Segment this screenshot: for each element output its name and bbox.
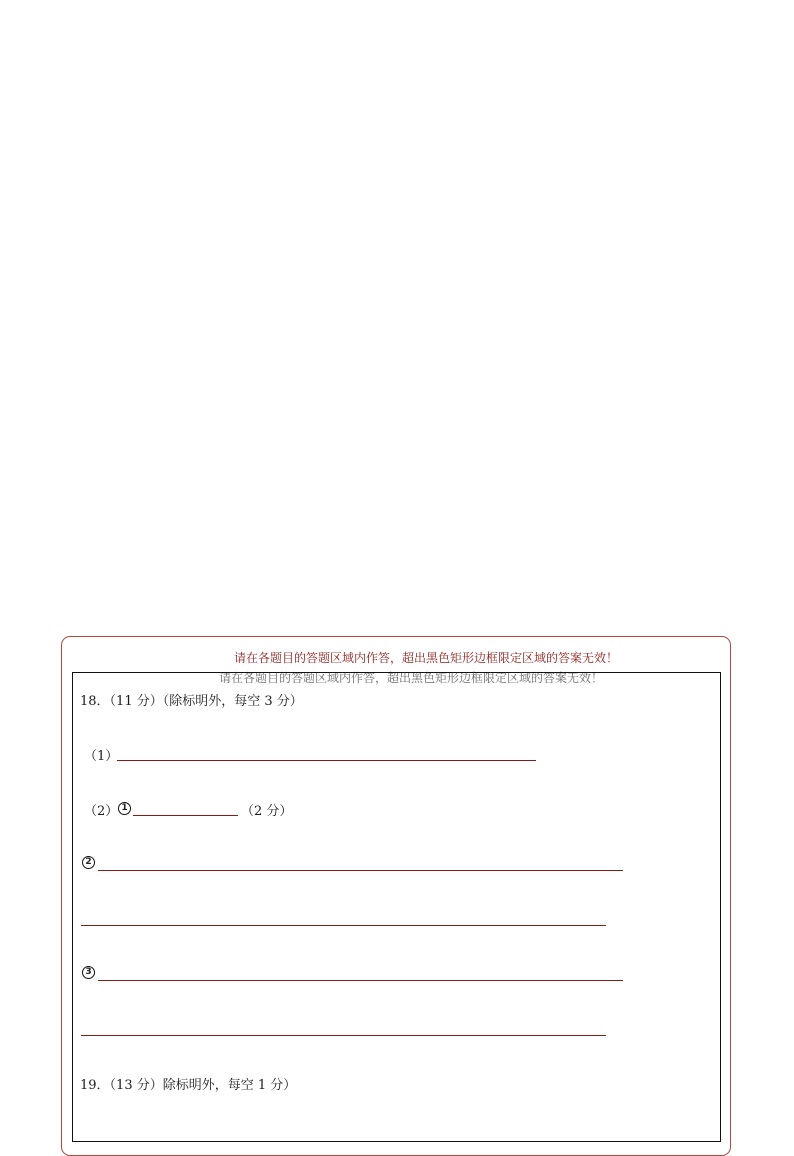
q18-part2-sub2-answer-line-2[interactable] [81, 925, 606, 926]
q18-part1-answer-line[interactable] [117, 760, 536, 761]
question-19-header: 19．（13 分）除标明外，每空 1 分） [80, 1078, 297, 1093]
q18-part1-label: （1） [84, 749, 119, 764]
answer-box [72, 672, 721, 1142]
question-18-header: 18．（11 分）（除标明外，每空 3 分） [80, 694, 303, 709]
q18-part2-sub3-answer-line-1[interactable] [98, 980, 623, 981]
q18-part2-sub3-answer-line-2[interactable] [81, 1035, 606, 1036]
circled-number-3: 3 [82, 966, 95, 979]
circled-number-2: 2 [82, 856, 95, 869]
circled-number-1: 1 [118, 802, 131, 815]
q18-part2-sub1-score: （2 分） [241, 804, 293, 819]
answer-area-notice-overlay: 请在各题目的答题区域内作答，超出黑色矩形边框限定区域的答案无效！ [219, 671, 604, 685]
q18-part2-sub2-answer-line-1[interactable] [98, 870, 623, 871]
q18-part2-sub1-answer-line[interactable] [133, 815, 238, 816]
answer-area-notice: 请在各题目的答题区域内作答，超出黑色矩形边框限定区域的答案无效！ [234, 651, 619, 665]
q18-part2-label: （2） [84, 804, 119, 819]
